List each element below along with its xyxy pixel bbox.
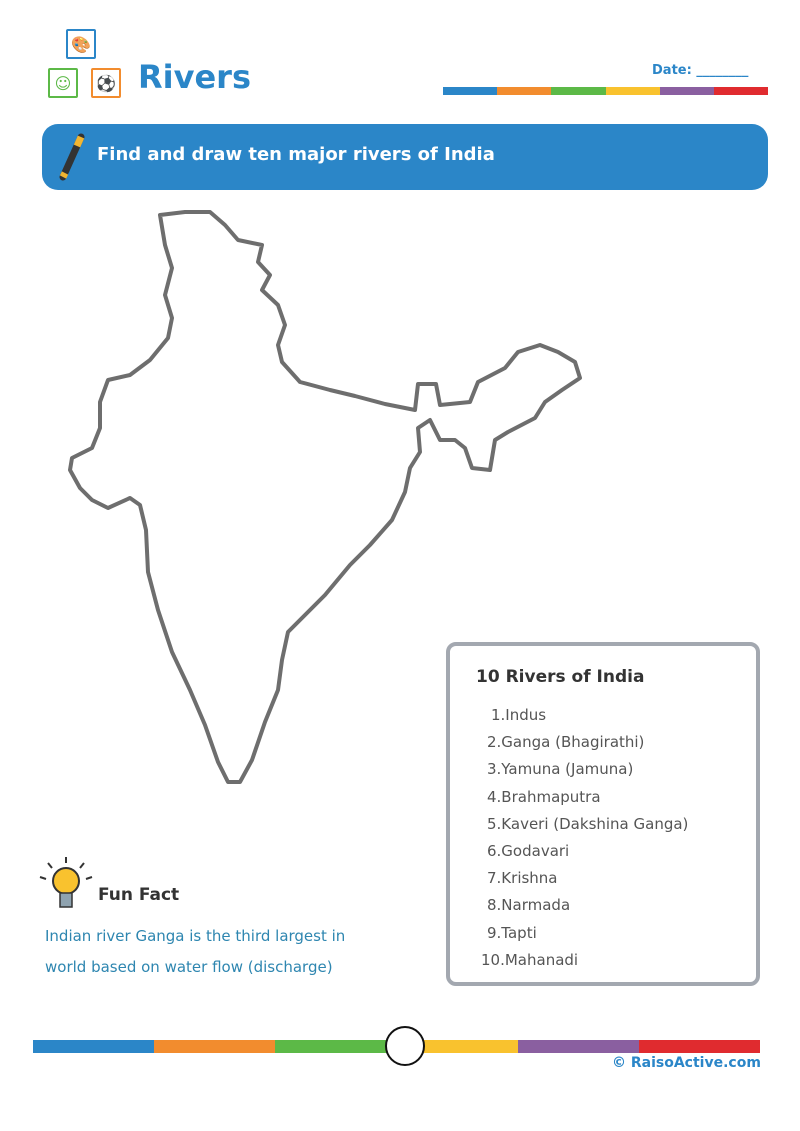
list-item: 10.Mahanadi xyxy=(481,951,579,969)
list-item: 7.Krishna xyxy=(487,869,558,887)
list-item: 1.Indus xyxy=(491,706,547,724)
list-item: 5.Kaveri (Dakshina Ganga) xyxy=(487,815,689,833)
list-item: 9.Tapti xyxy=(487,924,537,942)
rivers-list-title: 10 Rivers of India xyxy=(476,667,645,687)
list-item: 2.Ganga (Bhagirathi) xyxy=(487,733,645,751)
date-field: Date: ________ xyxy=(652,63,749,78)
fun-fact-line: Indian river Ganga is the third largest in xyxy=(45,927,346,945)
playing-child-icon: ⚽ xyxy=(91,68,121,98)
copyright-text: © RaisoActive.com xyxy=(612,1055,761,1071)
list-item: 6.Godavari xyxy=(487,842,570,860)
reading-child-icon: ☺ xyxy=(48,68,78,98)
list-item: 3.Yamuna (Jamuna) xyxy=(487,760,634,778)
page-title: Rivers xyxy=(138,58,251,96)
instruction-text: Find and draw ten major rivers of India xyxy=(97,144,495,165)
list-item: 8.Narmada xyxy=(487,896,571,914)
list-item: 4.Brahmaputra xyxy=(487,788,601,806)
palette-icon: 🎨 xyxy=(66,29,96,59)
fun-fact-line: world based on water flow (discharge) xyxy=(45,958,333,976)
lightbulb-icon xyxy=(38,855,93,913)
fun-fact-title: Fun Fact xyxy=(98,885,180,905)
page-circle xyxy=(385,1026,425,1066)
